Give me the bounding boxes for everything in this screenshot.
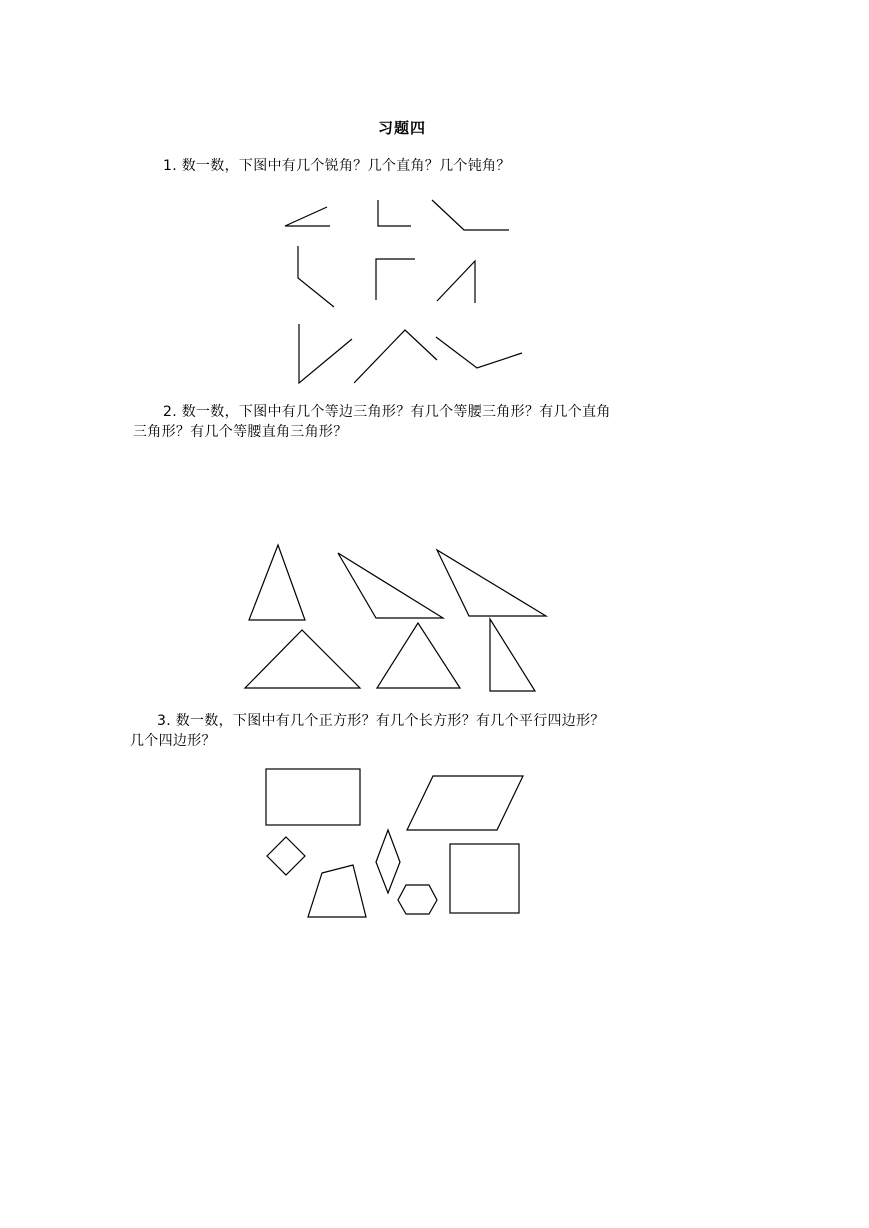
hexagon-shape bbox=[398, 885, 437, 914]
page-title: 习题四 bbox=[377, 119, 426, 137]
small-square-shape bbox=[267, 837, 305, 875]
triangle-2 bbox=[338, 553, 443, 618]
angle-obtuse-1 bbox=[432, 200, 509, 230]
triangle-4 bbox=[245, 630, 360, 688]
triangle-3 bbox=[437, 550, 546, 616]
angle-obtuse-2 bbox=[298, 246, 334, 307]
angle-acute-3 bbox=[299, 324, 352, 383]
question-2-text-line-2: 三角形？有几个等腰直角三角形？ bbox=[133, 424, 348, 440]
triangle-5 bbox=[377, 623, 460, 688]
triangle-6 bbox=[490, 619, 535, 691]
angle-acute-1 bbox=[285, 207, 330, 226]
angle-obtuse-3 bbox=[354, 330, 437, 383]
question-2-text-line-1: 2. 数一数，下图中有几个等边三角形？有几个等腰三角形？有几个直角 bbox=[163, 404, 611, 420]
angle-acute-2 bbox=[437, 261, 475, 303]
large-square-shape bbox=[450, 844, 519, 913]
rhombus-shape bbox=[376, 830, 400, 893]
rectangle-shape bbox=[266, 769, 360, 825]
angle-right-1 bbox=[378, 200, 411, 226]
angle-obtuse-4 bbox=[436, 337, 522, 368]
trapezoid-shape bbox=[308, 865, 366, 917]
question-3-text-line-2: 几个四边形？ bbox=[130, 733, 216, 749]
parallelogram-shape bbox=[407, 776, 523, 830]
question-1-text: 1. 数一数，下图中有几个锐角？几个直角？几个钝角？ bbox=[163, 158, 511, 174]
angle-right-2 bbox=[376, 259, 415, 300]
triangle-1 bbox=[249, 545, 305, 620]
question-3-text-line-1: 3. 数一数，下图中有几个正方形？有几个长方形？有几个平行四边形？ bbox=[157, 713, 605, 729]
